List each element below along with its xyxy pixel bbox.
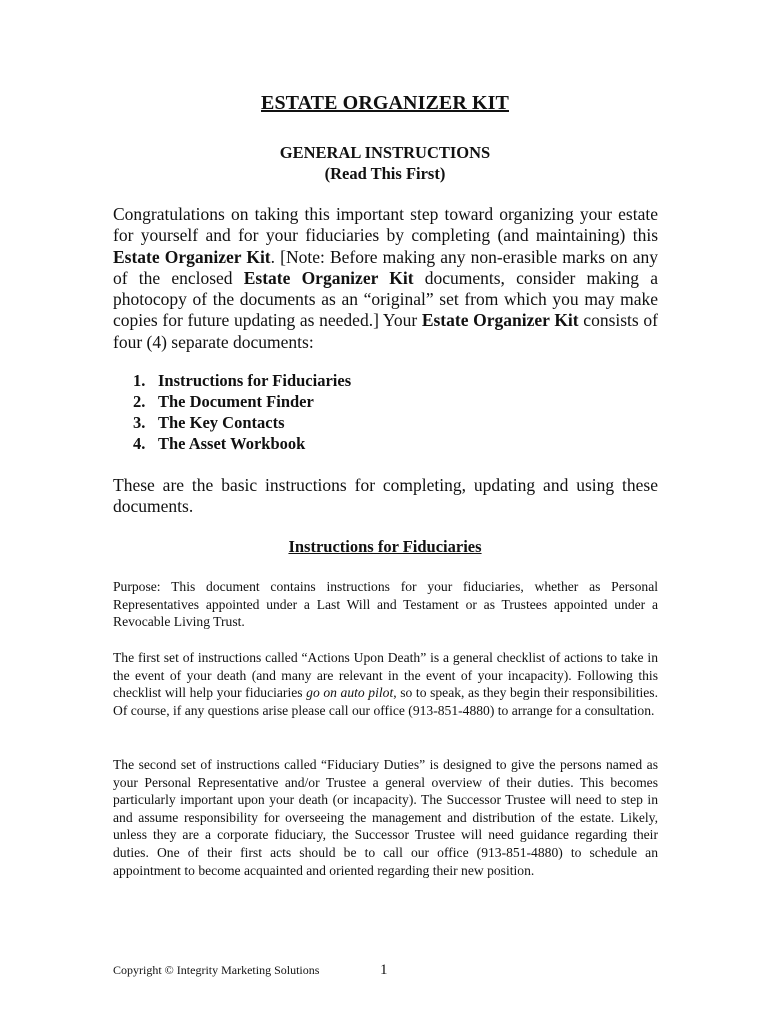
first-set-text-1: The first set of instructions called “Actions Upon Death” is a general checklist of actions to take in the event of your death (and many are relevant in the event of your incapacity). Following this checklist will help your fiduciaries	[113, 650, 658, 701]
intro-text-1: Congratulations on taking this important step toward organizing your estate for yourself and for your fiduciaries by completing (and maintaining) this	[113, 204, 658, 246]
list-item	[133, 391, 351, 412]
list-item-number: 1.	[133, 371, 146, 390]
list-item-label: The Document Finder	[158, 392, 314, 411]
basic-instructions-paragraph: These are the basic instructions for completing, updating and using these documents.	[113, 475, 658, 517]
kit-name-bold-2: Estate Organizer Kit	[243, 267, 414, 288]
intro-text-2: . [Note: Before making any non-erasible marks on any of the enclosed	[113, 246, 658, 288]
first-set-text-2: , so to speak, as they begin their responsibilities. Of course, if any questions arise please call our office (913-851-4880) to arrange for a consultation.	[113, 685, 658, 718]
list-item-number: 2.	[133, 392, 146, 411]
intro-text-3: documents, consider making a photocopy of the documents as an “original” set from which you may make copies for future updating as needed.] Your	[113, 267, 658, 331]
copyright-footer: Copyright © Integrity Marketing Solutions	[113, 963, 320, 977]
purpose-paragraph: Purpose: This document contains instructions for your fiduciaries, whether as Personal Representatives appointed under a Last Will and Testament or as Trustees appointed under a Revocable Living Trust.	[113, 579, 658, 630]
list-item	[133, 370, 351, 391]
intro-paragraph	[113, 204, 658, 353]
list-item-number: 3.	[133, 413, 146, 432]
page-number: 1	[380, 962, 388, 978]
list-item	[133, 433, 351, 454]
kit-name-bold-3: Estate Organizer Kit	[421, 310, 579, 331]
auto-pilot-italic: go on auto pilot	[306, 685, 394, 701]
list-item-label: The Asset Workbook	[158, 434, 306, 453]
kit-name-bold-1: Estate Organizer Kit	[113, 246, 271, 267]
intro-text-4: consists of four (4) separate documents:	[113, 310, 658, 352]
read-this-first-subheading: (Read This First)	[324, 164, 446, 183]
fiduciaries-section-heading: Instructions for Fiduciaries	[288, 537, 482, 556]
general-instructions-heading: GENERAL INSTRUCTIONS	[279, 143, 491, 162]
first-set-paragraph	[113, 649, 658, 719]
list-item-label: The Key Contacts	[158, 413, 285, 432]
list-item-label: Instructions for Fiduciaries	[158, 371, 352, 390]
second-set-paragraph: The second set of instructions called “Fiduciary Duties” is designed to give the persons named as your Personal Representative and/or Trustee a general overview of their duties. This becomes particularly important upon your death (or incapacity). The Successor Trustee will need to step in and assume responsibility for overseeing the management and distribution of the estate. Likely, unless they are a corporate fiduciary, the Successor Trustee will need guidance regarding their duties. One of their first acts should be to call our office (913-851-4880) to schedule an appointment to become acquainted and oriented regarding their new position.	[113, 757, 658, 878]
documents-list	[133, 370, 351, 454]
list-item-number: 4.	[133, 434, 146, 453]
list-item	[133, 412, 351, 433]
document-title: ESTATE ORGANIZER KIT	[261, 92, 509, 114]
